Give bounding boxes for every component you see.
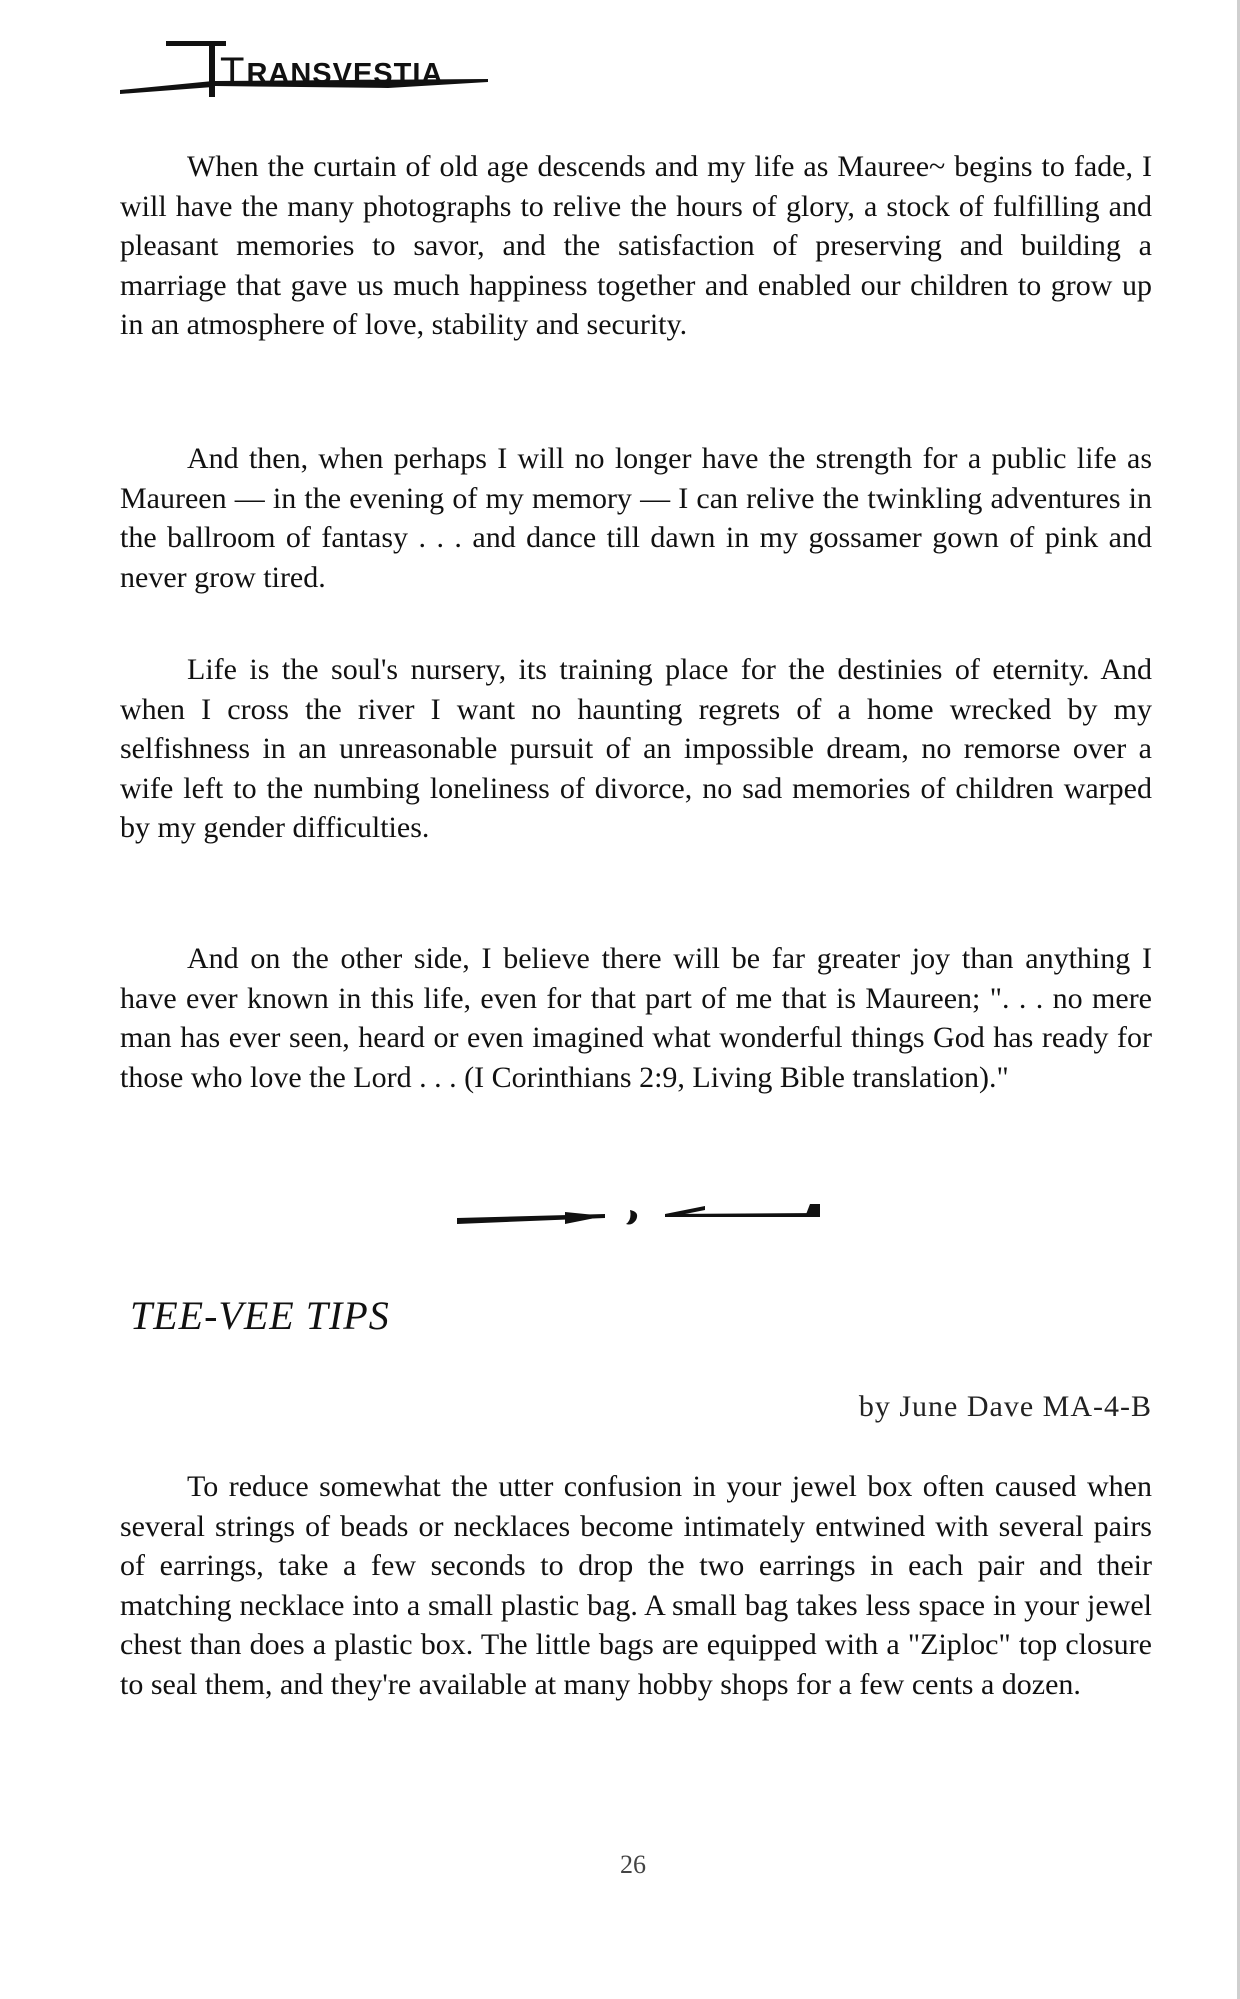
masthead — [118, 38, 498, 100]
byline: by June Dave MA-4-B — [858, 1390, 1152, 1423]
masthead-rest: RANSVESTIA — [246, 58, 444, 90]
paragraph-2: And then, when perhaps I will no longer have the strength for a public life as Maureen — in the evening of my memory — I can relive the twinkling adventures in the ballroom of fantasy . . . and dance till dawn in my gossamer gown of pink and never grow tired. — [120, 442, 1152, 594]
masthead-title — [220, 48, 443, 93]
paragraph-1: When the curtain of old age descends and my life as Mauree~ begins to fade, I will have the many photographs to relive the hours of glory, a stock of fulfilling and pleasant memories to savor, and the satisfaction of preserving and building a marriage that gave us much happiness together and enabled our children to grow up in an atmosphere of love, stability and security. — [120, 150, 1152, 342]
paragraph-3: Life is the soul's nursery, its training place for the destinies of eternity. And when I cross the river I want no haunting regrets of a home wrecked by my selfishness in an unreasonable pursuit of an impossible dream, no remorse over a wife left to the numbing loneliness of divorce, no sad memories of children warped by my gender difficulties. — [120, 653, 1152, 845]
tips-paragraph: To reduce somewhat the utter confusion in your jewel box often caused when several strings of beads or necklaces become intimately entwined with several pairs of earrings, take a few seconds to drop the two earrings in each pair and their matching necklace into a small plastic bag. A small bag takes less space in your jewel chest than does a plastic box. The little bags are equipped with a "Ziploc" top closure to seal them, and they're available at many hobby shops for a few cents a dozen. — [120, 1470, 1152, 1701]
masthead-initial: T — [220, 50, 246, 94]
page-number: 26 — [620, 1850, 646, 1879]
section-divider-ornament — [455, 1190, 825, 1240]
paragraph-4: And on the other side, I believe there will be far greater joy than anything I have ever known in this life, even for that part of me that is Maureen; ". . . no mere man has ever seen, heard or even imagined what wonderful things God has ready for those who love the Lord . . . (I Corinthians 2:9, Living Bible translation)." — [120, 942, 1152, 1094]
section-title: TEE-VEE TIPS — [130, 1293, 390, 1338]
